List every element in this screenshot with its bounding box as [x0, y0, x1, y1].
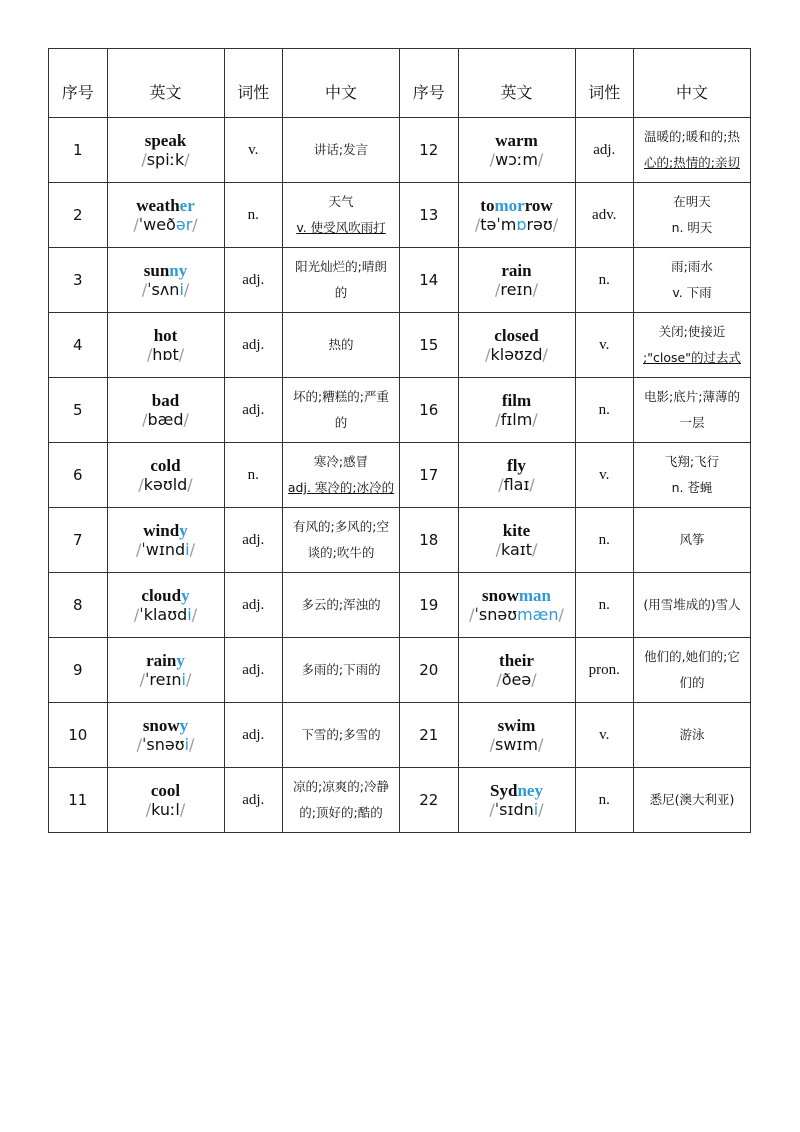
- phonetic-part: ˈreɪn: [144, 669, 182, 689]
- meaning-line: 凉的;凉爽的;冷静: [293, 779, 389, 794]
- phonetic-slash: /: [189, 734, 195, 754]
- entry-english: [107, 508, 224, 573]
- phonetic-part: təˈm: [480, 214, 517, 234]
- word-part: y: [179, 520, 188, 540]
- meaning-line: 雨;雨水: [671, 259, 713, 274]
- word-part: their: [499, 650, 534, 670]
- phonetic-part: kəʊld: [143, 474, 188, 494]
- chinese-meaning: [634, 508, 751, 573]
- english-word: [108, 196, 224, 215]
- entry-english: [458, 313, 575, 378]
- entry-english: [107, 703, 224, 768]
- meaning-line: 下雪的;多雪的: [301, 727, 381, 742]
- phonetic-slash: /: [136, 734, 142, 754]
- english-word: [108, 651, 224, 670]
- entry-english: [458, 703, 575, 768]
- part-of-speech: adj.: [224, 768, 283, 833]
- header-row: [49, 49, 751, 118]
- meaning-line: 他们的,她们的;它: [644, 649, 740, 664]
- meaning-line: 天气: [328, 194, 354, 209]
- word-part: ney: [517, 780, 543, 800]
- meaning-line: 多雨的;下雨的: [301, 662, 381, 677]
- phonetic: [459, 540, 575, 560]
- phonetic-part: ˈsʌn: [147, 279, 180, 299]
- entry-number: 4: [49, 313, 108, 378]
- table-row: [49, 118, 751, 183]
- meaning-line: 关闭;使接近: [658, 324, 726, 339]
- phonetic-slash: /: [178, 344, 185, 364]
- phonetic: [108, 345, 224, 365]
- part-of-speech: adj.: [224, 573, 283, 638]
- entry-number: 8: [49, 573, 108, 638]
- entry-number: 3: [49, 248, 108, 313]
- phonetic-slash: /: [141, 149, 147, 169]
- word-part: snow: [482, 585, 519, 605]
- entry-number: 13: [400, 183, 459, 248]
- word-part: rain: [501, 260, 532, 280]
- part-of-speech: adj.: [224, 703, 283, 768]
- header-no: 序号: [49, 49, 108, 118]
- meaning-line: adj. 寒冷的;冰冷的: [287, 480, 395, 495]
- table-row: [49, 378, 751, 443]
- word-part: film: [501, 390, 532, 410]
- phonetic-part: fɪlm: [500, 409, 533, 429]
- phonetic-slash: /: [139, 669, 145, 689]
- meaning-line: 一层: [679, 415, 705, 430]
- phonetic-slash: /: [532, 279, 538, 299]
- meaning-line: 在明天: [673, 194, 711, 209]
- header-chinese: 中文: [634, 49, 751, 118]
- part-of-speech: n.: [575, 378, 634, 443]
- phonetic-slash: /: [485, 344, 491, 364]
- chinese-meaning: [634, 248, 751, 313]
- phonetic-slash: /: [469, 604, 475, 624]
- phonetic-part: mæn: [517, 604, 559, 624]
- english-word: [108, 716, 224, 735]
- meaning-line: n. 明天: [671, 220, 713, 235]
- phonetic: [108, 605, 224, 625]
- part-of-speech: adj.: [224, 508, 283, 573]
- word-part: row: [524, 195, 553, 215]
- meaning-line: 阳光灿烂的;晴朗: [295, 259, 387, 274]
- entry-number: 14: [400, 248, 459, 313]
- phonetic-part: spiːk: [146, 149, 185, 169]
- phonetic: [108, 540, 224, 560]
- entry-english: [107, 573, 224, 638]
- phonetic-slash: /: [184, 149, 190, 169]
- word-part: fly: [507, 455, 526, 475]
- english-word: [108, 781, 224, 800]
- entry-number: 10: [49, 703, 108, 768]
- part-of-speech: v.: [575, 313, 634, 378]
- entry-number: 11: [49, 768, 108, 833]
- entry-english: [107, 183, 224, 248]
- header-english: 英文: [458, 49, 575, 118]
- entry-english: [458, 248, 575, 313]
- english-word: [459, 456, 575, 475]
- word-part: sun: [143, 260, 170, 280]
- chinese-meaning: [283, 703, 400, 768]
- entry-english: [107, 313, 224, 378]
- phonetic-part: bæd: [147, 409, 184, 429]
- phonetic: [108, 150, 224, 170]
- entry-english: [107, 248, 224, 313]
- phonetic-slash: /: [495, 409, 501, 429]
- meaning-line: 的: [334, 415, 348, 430]
- table-row: [49, 313, 751, 378]
- phonetic-slash: /: [189, 539, 195, 559]
- meaning-line: 谈的;吹牛的: [307, 545, 375, 560]
- chinese-meaning: [634, 703, 751, 768]
- phonetic-part: swɪm: [495, 734, 538, 754]
- phonetic: [108, 735, 224, 755]
- meaning-line: (用雪堆成的)雪人: [643, 597, 741, 612]
- phonetic-slash: /: [489, 799, 495, 819]
- phonetic-part: i: [179, 279, 184, 299]
- phonetic: [459, 215, 575, 235]
- entry-number: 12: [400, 118, 459, 183]
- word-part: weath: [136, 195, 180, 215]
- phonetic-part: hɒt: [152, 344, 179, 364]
- table-row: [49, 703, 751, 768]
- phonetic: [459, 345, 575, 365]
- entry-number: 17: [400, 443, 459, 508]
- table-row: [49, 508, 751, 573]
- header-pos: 词性: [224, 49, 283, 118]
- phonetic-part: ˈklaʊd: [139, 604, 188, 624]
- word-part: Syd: [490, 780, 518, 800]
- word-part: ny: [169, 260, 188, 280]
- entry-english: [107, 638, 224, 703]
- phonetic-slash: /: [558, 604, 564, 624]
- phonetic-slash: /: [529, 474, 535, 494]
- part-of-speech: v.: [575, 443, 634, 508]
- entry-english: [458, 183, 575, 248]
- phonetic-part: reɪn: [500, 279, 533, 299]
- word-part: cloud: [141, 585, 182, 605]
- entry-number: 6: [49, 443, 108, 508]
- header-pos: 词性: [575, 49, 634, 118]
- phonetic-slash: /: [145, 799, 152, 819]
- chinese-meaning: [634, 118, 751, 183]
- phonetic-slash: /: [136, 539, 142, 559]
- phonetic: [108, 280, 224, 300]
- phonetic-part: kuːl: [151, 799, 180, 819]
- phonetic-part: ˈwɪnd: [141, 539, 186, 559]
- word-part: y: [181, 585, 190, 605]
- part-of-speech: v.: [575, 703, 634, 768]
- meaning-line: 有风的;多风的;空: [293, 519, 389, 534]
- meaning-line: 飞翔;飞行: [664, 454, 720, 469]
- phonetic-part: ɒ: [516, 214, 527, 234]
- word-part: swim: [497, 715, 536, 735]
- phonetic: [108, 215, 224, 235]
- english-word: [108, 456, 224, 475]
- phonetic-part: flaɪ: [503, 474, 530, 494]
- phonetic-slash: /: [133, 214, 139, 234]
- chinese-meaning: [634, 313, 751, 378]
- chinese-meaning: [283, 118, 400, 183]
- phonetic: [108, 410, 224, 430]
- phonetic-part: i: [185, 539, 190, 559]
- header-english: 英文: [107, 49, 224, 118]
- phonetic: [108, 475, 224, 495]
- phonetic: [108, 670, 224, 690]
- meaning-line: 心的;热情的;亲切: [644, 155, 740, 170]
- phonetic-slash: /: [133, 604, 140, 624]
- phonetic-part: kaɪt: [500, 539, 532, 559]
- phonetic-slash: /: [495, 279, 501, 299]
- phonetic-slash: /: [537, 149, 544, 169]
- entry-number: 5: [49, 378, 108, 443]
- phonetic-slash: /: [552, 214, 559, 234]
- table-row: [49, 768, 751, 833]
- phonetic-slash: /: [146, 344, 153, 364]
- meaning-line: 的: [334, 285, 348, 300]
- part-of-speech: adj.: [224, 313, 283, 378]
- table-body: [49, 118, 751, 833]
- entry-english: [458, 443, 575, 508]
- entry-number: 22: [400, 768, 459, 833]
- chinese-meaning: [283, 508, 400, 573]
- entry-number: 16: [400, 378, 459, 443]
- chinese-meaning: [634, 768, 751, 833]
- english-word: [459, 326, 575, 345]
- table-row: [49, 248, 751, 313]
- meaning-line: 游泳: [679, 727, 705, 742]
- entry-english: [458, 118, 575, 183]
- chinese-meaning: [283, 638, 400, 703]
- phonetic: [459, 475, 575, 495]
- entry-number: 7: [49, 508, 108, 573]
- part-of-speech: adj.: [224, 638, 283, 703]
- meaning-line: 寒冷;感冒: [313, 454, 369, 469]
- word-part: cold: [150, 455, 181, 475]
- part-of-speech: adj.: [575, 118, 634, 183]
- phonetic-slash: /: [537, 734, 544, 754]
- entry-english: [458, 378, 575, 443]
- entry-english: [107, 118, 224, 183]
- table-row: [49, 443, 751, 508]
- entry-english: [458, 768, 575, 833]
- chinese-meaning: [634, 378, 751, 443]
- chinese-meaning: [283, 573, 400, 638]
- word-part: er: [179, 195, 195, 215]
- meaning-line: v. 使受风吹雨打: [296, 220, 386, 235]
- meaning-line: 热的: [328, 337, 354, 352]
- word-part: warm: [495, 130, 538, 150]
- english-word: [108, 261, 224, 280]
- part-of-speech: n.: [575, 248, 634, 313]
- word-part: snow: [142, 715, 180, 735]
- phonetic-slash: /: [495, 539, 501, 559]
- phonetic: [459, 410, 575, 430]
- phonetic-slash: /: [179, 799, 186, 819]
- chinese-meaning: [634, 638, 751, 703]
- header-no: 序号: [400, 49, 459, 118]
- phonetic-slash: /: [532, 409, 538, 429]
- english-word: [459, 651, 575, 670]
- phonetic-part: ˈsnəʊ: [141, 734, 185, 754]
- part-of-speech: adv.: [575, 183, 634, 248]
- entry-number: 9: [49, 638, 108, 703]
- english-word: [108, 131, 224, 150]
- part-of-speech: n.: [224, 443, 283, 508]
- phonetic-part: ər: [175, 214, 193, 234]
- meaning-line: 们的: [679, 675, 705, 690]
- phonetic-slash: /: [183, 409, 189, 429]
- phonetic-slash: /: [532, 539, 538, 559]
- phonetic-part: ˈsɪdn: [494, 799, 534, 819]
- phonetic-slash: /: [187, 474, 193, 494]
- part-of-speech: pron.: [575, 638, 634, 703]
- english-word: [459, 716, 575, 735]
- entry-english: [107, 768, 224, 833]
- chinese-meaning: [283, 248, 400, 313]
- english-word: [108, 586, 224, 605]
- entry-number: 21: [400, 703, 459, 768]
- word-part: to: [480, 195, 495, 215]
- word-part: cool: [150, 780, 181, 800]
- part-of-speech: n.: [575, 508, 634, 573]
- phonetic: [459, 605, 575, 625]
- phonetic: [459, 280, 575, 300]
- meaning-line: ;"close"的过去式: [643, 350, 741, 365]
- chinese-meaning: [283, 183, 400, 248]
- phonetic-slash: /: [498, 474, 504, 494]
- phonetic-slash: /: [191, 604, 198, 624]
- meaning-line: 温暖的;暖和的;热: [644, 129, 740, 144]
- chinese-meaning: [283, 443, 400, 508]
- word-part: bad: [151, 390, 180, 410]
- english-word: [459, 131, 575, 150]
- word-part: rain: [146, 650, 177, 670]
- word-part: kite: [502, 520, 531, 540]
- phonetic-part: i: [181, 669, 186, 689]
- entry-number: 1: [49, 118, 108, 183]
- entry-english: [458, 508, 575, 573]
- english-word: [108, 521, 224, 540]
- english-word: [459, 521, 575, 540]
- chinese-meaning: [634, 573, 751, 638]
- english-word: [459, 196, 575, 215]
- phonetic-part: kləʊzd: [490, 344, 543, 364]
- phonetic-part: i: [533, 799, 539, 819]
- phonetic: [459, 670, 575, 690]
- chinese-meaning: [283, 768, 400, 833]
- word-part: y: [176, 650, 185, 670]
- part-of-speech: n.: [224, 183, 283, 248]
- phonetic-part: i: [187, 604, 192, 624]
- header-chinese: 中文: [283, 49, 400, 118]
- phonetic-slash: /: [141, 279, 148, 299]
- meaning-line: 悉尼(澳大利亚): [649, 792, 735, 807]
- english-word: [108, 326, 224, 345]
- phonetic-slash: /: [138, 474, 144, 494]
- word-part: wind: [143, 520, 180, 540]
- entry-number: 19: [400, 573, 459, 638]
- part-of-speech: adj.: [224, 248, 283, 313]
- phonetic-slash: /: [542, 344, 548, 364]
- phonetic-slash: /: [183, 279, 190, 299]
- meaning-line: v. 下雨: [672, 285, 712, 300]
- part-of-speech: n.: [575, 768, 634, 833]
- entry-english: [107, 443, 224, 508]
- entry-english: [458, 573, 575, 638]
- phonetic: [108, 800, 224, 820]
- meaning-line: 的;顶好的;酷的: [299, 805, 383, 820]
- chinese-meaning: [283, 378, 400, 443]
- english-word: [459, 781, 575, 800]
- chinese-meaning: [283, 313, 400, 378]
- phonetic: [459, 150, 575, 170]
- phonetic-part: rəʊ: [526, 214, 553, 234]
- vocabulary-table: [48, 48, 751, 833]
- meaning-line: 电影;底片;薄薄的: [644, 389, 740, 404]
- phonetic-slash: /: [142, 409, 148, 429]
- entry-english: [458, 638, 575, 703]
- phonetic-slash: /: [531, 669, 537, 689]
- table-row: [49, 183, 751, 248]
- phonetic-slash: /: [496, 669, 502, 689]
- word-part: hot: [153, 325, 178, 345]
- english-word: [108, 391, 224, 410]
- chinese-meaning: [634, 443, 751, 508]
- phonetic-slash: /: [538, 799, 544, 819]
- meaning-line: n. 苍蝇: [671, 480, 713, 495]
- phonetic-part: ðeə: [501, 669, 532, 689]
- word-part: closed: [494, 325, 539, 345]
- english-word: [459, 391, 575, 410]
- word-part: mor: [494, 195, 525, 215]
- phonetic-slash: /: [192, 214, 198, 234]
- phonetic-slash: /: [186, 669, 192, 689]
- part-of-speech: v.: [224, 118, 283, 183]
- phonetic-part: ˈweð: [138, 214, 176, 234]
- entry-number: 2: [49, 183, 108, 248]
- entry-number: 18: [400, 508, 459, 573]
- phonetic: [459, 735, 575, 755]
- phonetic: [459, 800, 575, 820]
- word-part: man: [518, 585, 551, 605]
- part-of-speech: n.: [575, 573, 634, 638]
- phonetic-part: i: [184, 734, 190, 754]
- meaning-line: 风筝: [679, 532, 705, 547]
- meaning-line: 讲话;发言: [313, 142, 369, 157]
- table-row: [49, 573, 751, 638]
- english-word: [459, 261, 575, 280]
- phonetic-slash: /: [489, 149, 496, 169]
- english-word: [459, 586, 575, 605]
- phonetic-part: wɔːm: [495, 149, 538, 169]
- word-part: y: [179, 715, 189, 735]
- part-of-speech: adj.: [224, 378, 283, 443]
- entry-number: 15: [400, 313, 459, 378]
- phonetic-part: ˈsnəʊ: [474, 604, 518, 624]
- chinese-meaning: [634, 183, 751, 248]
- phonetic-slash: /: [489, 734, 496, 754]
- entry-number: 20: [400, 638, 459, 703]
- entry-english: [107, 378, 224, 443]
- meaning-line: 多云的;浑浊的: [301, 597, 381, 612]
- word-part: speak: [144, 130, 187, 150]
- phonetic-slash: /: [474, 214, 481, 234]
- meaning-line: 坏的;糟糕的;严重: [293, 389, 389, 404]
- table-row: [49, 638, 751, 703]
